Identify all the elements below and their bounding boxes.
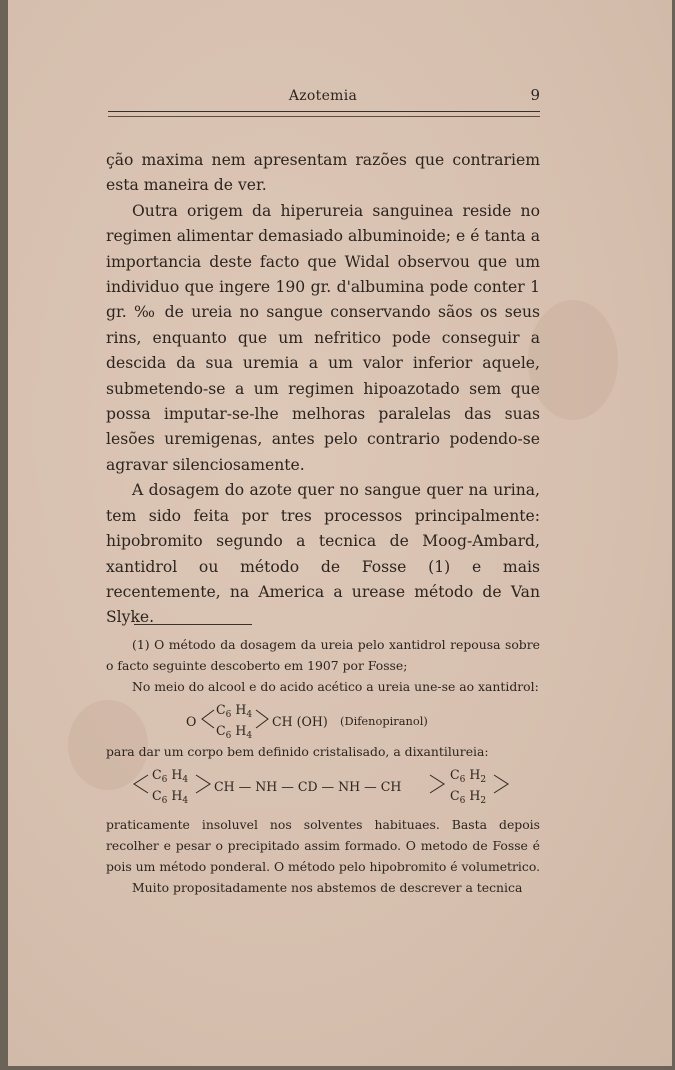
footnote-paragraph: No meio do alcool e do acido acético a ureia une-se ao xantidrol: (132, 679, 539, 694)
paragraph-hiperureia: Outra origem da hiperureia sanguinea reside no regimen alimentar demasiado albuminoide; e é tanta a importancia deste facto que Widal observou que um individuo que ingere 190 gr. d'albumina pode conter 1 gr. ‰ de ureia no sangue conservando sãos os seus rins, enquanto que um nefritico pode conseguir a descida da sua uremia a um valor inferior aquele, submetendo-se a um regimen hipoazotado sem que possa imputar-se-lhe melhoras paralelas das suas lesões uremigenas, antes pelo contrario podendo-se agravar silenciosamente. (106, 201, 540, 474)
formula-name: (Difenopiranol) (340, 714, 428, 728)
main-text (106, 148, 540, 631)
header-rule-top (108, 111, 540, 112)
right-top-group: $C_6$ $H_2$ (450, 767, 487, 785)
left-top-group: $C_6$ $H_4$ (152, 767, 189, 785)
paper-stain (528, 300, 618, 420)
header-rule-bottom (108, 116, 540, 117)
footnote-paragraph: praticamente insoluvel nos solventes habituaes. Basta depois recolher e pesar o precipitado assim formado. O metodo de Fosse é pois um método ponderal. O método pelo hipobromito é volumetrico. (106, 817, 541, 874)
footnote-paragraph: para dar um corpo bem definido cristalisado, a dixantilureia: (106, 744, 489, 759)
footnote-paragraph: Muito propositadamente nos abstemos de descrever a tecnica (132, 880, 523, 895)
left-bottom-group: $C_6$ $H_4$ (152, 788, 189, 806)
difenopiranol-formula (106, 697, 540, 741)
book-page (8, 0, 672, 1066)
footnote (106, 634, 540, 898)
footnote-separator (134, 624, 252, 625)
paragraph-dosagem: A dosagem do azote quer no sangue quer na urina, tem sido feita por tres processos principalmente: hipobromito segundo a tecnica de Moog-Ambard, xantidrol ou método de Fosse (1) e mais recentemente, na America a urease método de Van Slyke. (106, 481, 540, 627)
formula-chain: CH — NH — CD — NH — CH (214, 779, 402, 794)
running-title: Azotemia (288, 88, 358, 104)
oxygen-atom: O (186, 714, 197, 729)
paragraph-continuation: ção maxima nem apresentam razões que contrariem esta maneira de ver. (106, 151, 540, 195)
footnote-paragraph: (1) O método da dosagem da ureia pelo xantidrol repousa sobre o facto seguinte descoberto em 1907 por Fosse; (106, 637, 540, 673)
formula-bottom-group: $C_6$ $H_4$ (216, 723, 253, 741)
dixantilureia-formula (106, 762, 540, 814)
right-bottom-group: $C_6$ $H_2$ (450, 788, 487, 806)
formula-top-group: $C_6$ $H_4$ (216, 702, 253, 720)
formula-rest: CH (OH) (272, 714, 328, 729)
page-number: 9 (530, 86, 540, 104)
page-header (108, 84, 538, 108)
